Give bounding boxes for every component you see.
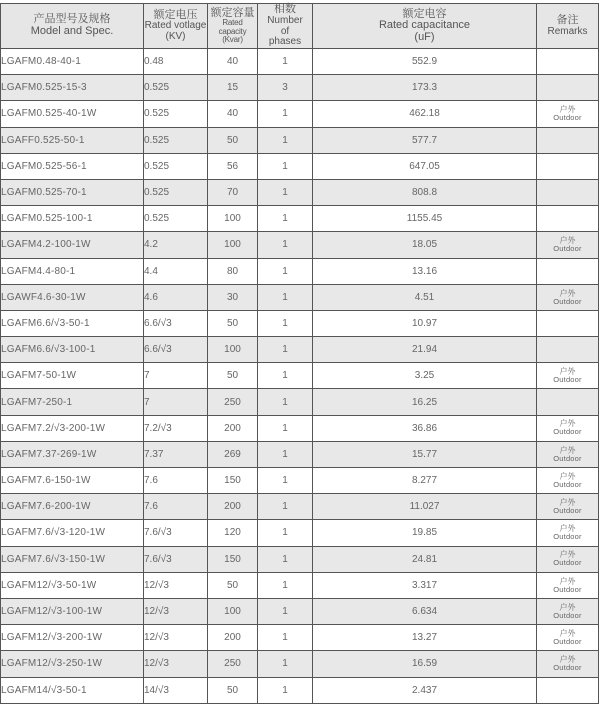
remark-outdoor-cn: 户外 <box>559 471 576 481</box>
cell-capacitance: 21.94 <box>313 337 537 363</box>
cell-capacity: 200 <box>208 625 258 651</box>
remark-outdoor-en: Outdoor <box>553 636 582 646</box>
cell-remarks <box>537 625 599 651</box>
cell-model: LGAFM0.48-40-1 <box>1 49 144 75</box>
cell-phases: 1 <box>258 546 313 572</box>
cell-model: LGAFM6.6/√3-100-1 <box>1 337 144 363</box>
remark-outdoor-en: Outdoor <box>553 532 582 542</box>
table-row <box>1 546 599 572</box>
header-phases-en1: Number <box>267 15 303 27</box>
header-phases-en2: of <box>280 25 290 37</box>
cell-remarks <box>537 232 599 258</box>
cell-capacitance: 808.8 <box>313 179 537 205</box>
cell-model: LGAFM7.6/√3-120-1W <box>1 520 144 546</box>
cell-remarks <box>537 651 599 677</box>
cell-voltage: 14/√3 <box>144 677 208 703</box>
remark-outdoor-en: Outdoor <box>553 584 582 594</box>
cell-remarks <box>537 75 599 101</box>
table-row <box>1 310 599 336</box>
cell-capacity: 50 <box>208 572 258 598</box>
cell-phases: 1 <box>258 153 313 179</box>
cell-capacitance: 552.9 <box>313 49 537 75</box>
table-row <box>1 598 599 624</box>
cell-capacity: 200 <box>208 494 258 520</box>
table-row <box>1 572 599 598</box>
header-capacitance <box>313 4 537 49</box>
table-row <box>1 677 599 703</box>
cell-capacity: 50 <box>208 310 258 336</box>
cell-capacity: 50 <box>208 127 258 153</box>
cell-voltage: 4.2 <box>144 232 208 258</box>
cell-phases: 1 <box>258 520 313 546</box>
cell-voltage: 4.4 <box>144 258 208 284</box>
remark-outdoor-cn: 户外 <box>559 655 576 665</box>
remark-outdoor-en: Outdoor <box>553 610 582 620</box>
capacitor-spec-table <box>0 3 599 704</box>
cell-capacity: 100 <box>208 337 258 363</box>
cell-phases: 1 <box>258 337 313 363</box>
cell-voltage: 0.525 <box>144 127 208 153</box>
table-row <box>1 441 599 467</box>
remark-outdoor-cn: 户外 <box>559 576 576 586</box>
cell-model: LGAFM12/√3-200-1W <box>1 625 144 651</box>
header-capacitance-unit: (uF) <box>414 30 435 43</box>
cell-model: LGAFM7.6-150-1W <box>1 468 144 494</box>
cell-capacitance: 173.3 <box>313 75 537 101</box>
cell-model: LGAFM14/√3-50-1 <box>1 677 144 703</box>
cell-voltage: 7 <box>144 389 208 415</box>
header-remarks-en: Remarks <box>547 25 588 37</box>
remark-outdoor-cn: 户外 <box>559 288 576 298</box>
table-body <box>1 49 599 704</box>
table-row <box>1 127 599 153</box>
cell-remarks <box>537 363 599 389</box>
cell-remarks <box>537 389 599 415</box>
cell-capacity: 100 <box>208 206 258 232</box>
header-phases-cn: 相数 <box>274 3 296 16</box>
cell-capacitance: 10.97 <box>313 310 537 336</box>
cell-remarks <box>537 572 599 598</box>
cell-capacitance: 8.277 <box>313 468 537 494</box>
header-voltage-unit: (KV) <box>165 30 186 42</box>
cell-voltage: 0.48 <box>144 49 208 75</box>
cell-phases: 1 <box>258 206 313 232</box>
cell-voltage: 7.37 <box>144 441 208 467</box>
header-capacity-unit: (Kvar) <box>222 34 243 44</box>
remark-outdoor-en: Outdoor <box>553 296 582 306</box>
cell-capacitance: 13.27 <box>313 625 537 651</box>
cell-capacity: 120 <box>208 520 258 546</box>
remark-outdoor-cn: 户外 <box>559 236 576 246</box>
table-row <box>1 153 599 179</box>
table-row <box>1 284 599 310</box>
cell-voltage: 7.6 <box>144 468 208 494</box>
cell-model: LGAFM7.6/√3-150-1W <box>1 546 144 572</box>
cell-voltage: 7.6 <box>144 494 208 520</box>
cell-remarks <box>537 153 599 179</box>
cell-capacity: 70 <box>208 179 258 205</box>
cell-capacitance: 4.51 <box>313 284 537 310</box>
cell-model: LGAFM0.525-100-1 <box>1 206 144 232</box>
cell-capacity: 250 <box>208 651 258 677</box>
header-capacitance-cn: 额定电容 <box>402 7 447 20</box>
cell-remarks <box>537 520 599 546</box>
cell-model: LGAFM12/√3-50-1W <box>1 572 144 598</box>
remark-outdoor-cn: 户外 <box>559 550 576 560</box>
cell-capacitance: 577.7 <box>313 127 537 153</box>
cell-model: LGAFM7-250-1 <box>1 389 144 415</box>
cell-capacity: 40 <box>208 49 258 75</box>
cell-remarks <box>537 494 599 520</box>
remark-outdoor-cn: 户外 <box>559 105 576 115</box>
cell-capacity: 200 <box>208 415 258 441</box>
header-voltage-en: Rated votlage <box>144 20 207 32</box>
cell-capacity: 269 <box>208 441 258 467</box>
header-model-cn: 产品型号及规格 <box>33 13 111 26</box>
cell-model: LGAFM6.6/√3-50-1 <box>1 310 144 336</box>
cell-capacity: 80 <box>208 258 258 284</box>
remark-outdoor-cn: 户外 <box>559 419 576 429</box>
table-row <box>1 494 599 520</box>
cell-remarks <box>537 179 599 205</box>
cell-voltage: 7 <box>144 363 208 389</box>
cell-phases: 1 <box>258 101 313 127</box>
cell-capacity: 100 <box>208 598 258 624</box>
cell-capacitance: 16.25 <box>313 389 537 415</box>
table-row <box>1 75 599 101</box>
header-phases <box>258 4 313 49</box>
table-row <box>1 625 599 651</box>
cell-model: LGAFM4.4-80-1 <box>1 258 144 284</box>
table-header <box>1 4 599 49</box>
cell-model: LGAFM7.37-269-1W <box>1 441 144 467</box>
cell-voltage: 0.525 <box>144 153 208 179</box>
remark-outdoor-en: Outdoor <box>553 375 582 385</box>
cell-model: LGAFM12/√3-250-1W <box>1 651 144 677</box>
remark-outdoor-cn: 户外 <box>559 602 576 612</box>
cell-capacity: 40 <box>208 101 258 127</box>
cell-capacitance: 11.027 <box>313 494 537 520</box>
table-row <box>1 363 599 389</box>
remark-outdoor-cn: 户外 <box>559 367 576 377</box>
cell-voltage: 0.525 <box>144 101 208 127</box>
cell-phases: 1 <box>258 677 313 703</box>
cell-model: LGAFM0.525-40-1W <box>1 101 144 127</box>
cell-remarks <box>537 49 599 75</box>
table-row <box>1 258 599 284</box>
remark-outdoor-en: Outdoor <box>553 506 582 516</box>
cell-phases: 1 <box>258 363 313 389</box>
cell-voltage: 0.525 <box>144 179 208 205</box>
table-row <box>1 232 599 258</box>
cell-phases: 1 <box>258 179 313 205</box>
cell-voltage: 0.525 <box>144 206 208 232</box>
cell-phases: 1 <box>258 310 313 336</box>
cell-capacitance: 1155.45 <box>313 206 537 232</box>
cell-remarks <box>537 258 599 284</box>
cell-voltage: 7.6/√3 <box>144 546 208 572</box>
cell-capacitance: 19.85 <box>313 520 537 546</box>
cell-capacitance: 15.77 <box>313 441 537 467</box>
cell-phases: 1 <box>258 441 313 467</box>
cell-phases: 1 <box>258 258 313 284</box>
cell-capacitance: 2.437 <box>313 677 537 703</box>
cell-capacity: 100 <box>208 232 258 258</box>
header-remarks <box>537 4 599 49</box>
cell-model: LGAFM4.2-100-1W <box>1 232 144 258</box>
header-voltage-cn: 额定电压 <box>153 8 198 21</box>
cell-capacitance: 16.59 <box>313 651 537 677</box>
cell-model: LGAFM12/√3-100-1W <box>1 598 144 624</box>
cell-capacitance: 24.81 <box>313 546 537 572</box>
cell-capacity: 30 <box>208 284 258 310</box>
remark-outdoor-en: Outdoor <box>553 663 582 673</box>
cell-remarks <box>537 284 599 310</box>
cell-remarks <box>537 206 599 232</box>
cell-phases: 1 <box>258 49 313 75</box>
cell-phases: 1 <box>258 468 313 494</box>
cell-capacitance: 18.05 <box>313 232 537 258</box>
cell-remarks <box>537 310 599 336</box>
cell-remarks <box>537 415 599 441</box>
remark-outdoor-en: Outdoor <box>553 558 582 568</box>
cell-capacitance: 6.634 <box>313 598 537 624</box>
cell-phases: 1 <box>258 284 313 310</box>
cell-remarks <box>537 441 599 467</box>
remark-outdoor-en: Outdoor <box>553 113 582 123</box>
cell-phases: 1 <box>258 415 313 441</box>
table-row <box>1 49 599 75</box>
table-row <box>1 520 599 546</box>
cell-phases: 1 <box>258 494 313 520</box>
cell-phases: 3 <box>258 75 313 101</box>
table-row <box>1 651 599 677</box>
remark-outdoor-cn: 户外 <box>559 524 576 534</box>
cell-voltage: 6.6/√3 <box>144 310 208 336</box>
cell-capacity: 50 <box>208 677 258 703</box>
cell-phases: 1 <box>258 572 313 598</box>
cell-capacitance: 36.86 <box>313 415 537 441</box>
cell-capacitance: 13.16 <box>313 258 537 284</box>
table-row <box>1 415 599 441</box>
cell-model: LGAFF0.525-50-1 <box>1 127 144 153</box>
header-remarks-cn: 备注 <box>556 13 579 26</box>
cell-remarks <box>537 546 599 572</box>
cell-voltage: 0.525 <box>144 75 208 101</box>
header-capacity-cn: 额定容量 <box>210 6 255 19</box>
header-capacity-en: Rated capacity <box>218 18 247 36</box>
cell-voltage: 4.6 <box>144 284 208 310</box>
remark-outdoor-en: Outdoor <box>553 453 582 463</box>
remark-outdoor-en: Outdoor <box>553 479 582 489</box>
cell-remarks <box>537 127 599 153</box>
cell-remarks <box>537 101 599 127</box>
cell-capacitance: 3.25 <box>313 363 537 389</box>
cell-phases: 1 <box>258 598 313 624</box>
cell-remarks <box>537 677 599 703</box>
cell-phases: 1 <box>258 232 313 258</box>
cell-phases: 1 <box>258 389 313 415</box>
cell-capacitance: 3.317 <box>313 572 537 598</box>
cell-capacity: 150 <box>208 546 258 572</box>
cell-capacity: 50 <box>208 363 258 389</box>
table-row <box>1 337 599 363</box>
cell-remarks <box>537 468 599 494</box>
cell-capacity: 150 <box>208 468 258 494</box>
remark-outdoor-en: Outdoor <box>553 244 582 254</box>
cell-model: LGAWF4.6-30-1W <box>1 284 144 310</box>
table-row <box>1 468 599 494</box>
cell-phases: 1 <box>258 127 313 153</box>
header-model <box>1 4 144 49</box>
cell-remarks <box>537 598 599 624</box>
remark-outdoor-cn: 户外 <box>559 445 576 455</box>
cell-voltage: 6.6/√3 <box>144 337 208 363</box>
cell-model: LGAFM7.2/√3-200-1W <box>1 415 144 441</box>
cell-voltage: 12/√3 <box>144 572 208 598</box>
table-row <box>1 389 599 415</box>
header-capacitance-en: Rated capacitance <box>378 19 471 32</box>
header-capacity <box>208 4 258 49</box>
cell-phases: 1 <box>258 651 313 677</box>
cell-model: LGAFM7.6-200-1W <box>1 494 144 520</box>
cell-voltage: 7.2/√3 <box>144 415 208 441</box>
header-voltage <box>144 4 208 49</box>
remark-outdoor-cn: 户外 <box>559 628 576 638</box>
header-phases-en3: phases <box>268 36 302 48</box>
cell-model: LGAFM0.525-56-1 <box>1 153 144 179</box>
cell-remarks <box>537 337 599 363</box>
cell-voltage: 12/√3 <box>144 625 208 651</box>
cell-voltage: 12/√3 <box>144 598 208 624</box>
cell-capacity: 56 <box>208 153 258 179</box>
cell-model: LGAFM0.525-15-3 <box>1 75 144 101</box>
cell-capacity: 15 <box>208 75 258 101</box>
remark-outdoor-en: Outdoor <box>553 427 582 437</box>
table-row <box>1 206 599 232</box>
table-row <box>1 101 599 127</box>
cell-voltage: 12/√3 <box>144 651 208 677</box>
cell-capacitance: 647.05 <box>313 153 537 179</box>
remark-outdoor-cn: 户外 <box>559 498 576 508</box>
cell-voltage: 7.6/√3 <box>144 520 208 546</box>
cell-capacity: 250 <box>208 389 258 415</box>
cell-capacitance: 462.18 <box>313 101 537 127</box>
cell-model: LGAFM0.525-70-1 <box>1 179 144 205</box>
cell-model: LGAFM7-50-1W <box>1 363 144 389</box>
header-model-en: Model and Spec. <box>30 25 114 37</box>
cell-phases: 1 <box>258 625 313 651</box>
table-row <box>1 179 599 205</box>
